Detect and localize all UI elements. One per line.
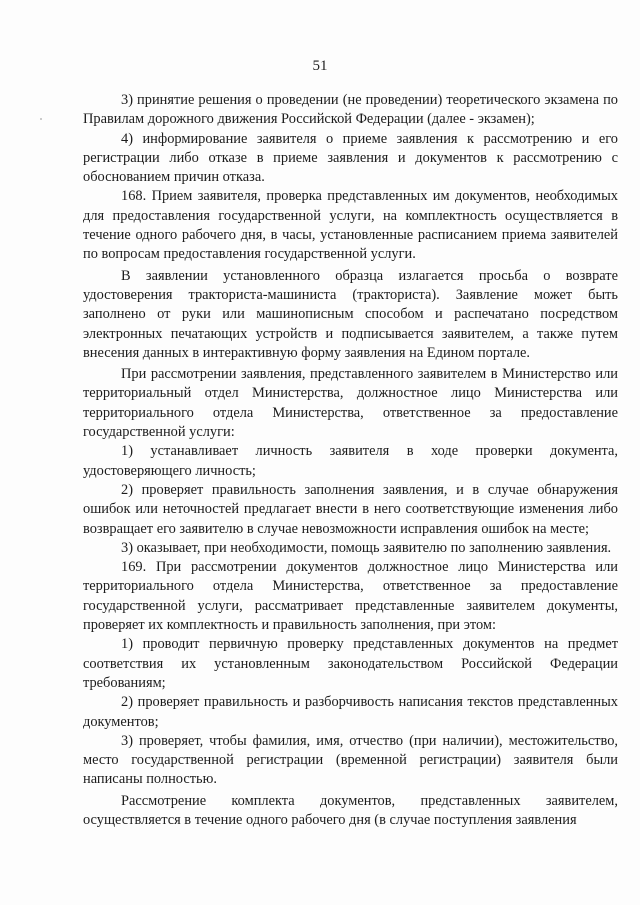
paragraph-item-4: 4) информирование заявителя о приеме заявления к рассмотрению и его регистрации либо отказе в приеме заявления и документов к рассмотрению с обоснованием причин отказа. [83,130,618,186]
paragraph-legibility-check: 2) проверяет правильность и разборчивость написания текстов представленных документов; [83,694,618,730]
scan-speck [40,118,42,120]
paragraph-application-content: В заявлении установленного образца излагается просьба о возврате удостоверения тракториста-машиниста (тракториста). Заявление может быть заполнено от руки или машинописным способом и распечатано посредством электронных печатающих устройств и подписывается заявителем, а также путем внесения данных в интерактивную форму заявления на Едином портале. [83,267,618,361]
paragraph-assist: 3) оказывает, при необходимости, помощь заявителю по заполнению заявления. [121,539,612,556]
page-number: 51 [312,58,328,74]
paragraph-review-term: Рассмотрение комплекта документов, представленных заявителем, осуществляется в течение одного рабочего дня (в случае поступления заявления [83,792,618,828]
paragraph-169: 169. При рассмотрении документов должностное лицо Министерства или территориального отдела Министерства, ответственное за предоставление государственной услуги, рассматривает представленные заявителем документы, проверяет их комплектность и правильность заполнения, при этом: [83,559,618,634]
paragraph-primary-check: 1) проводит первичную проверку представленных документов на предмет соответствия их установленным законодательством Российской Федерации требованиям; [83,636,618,691]
paragraph-consideration: При рассмотрении заявления, представленного заявителем в Министерство или территориальный отдел Министерства, должностное лицо Министерства или территориального отдела Министерства, ответственное за предоставление государственной услуги: [83,366,618,441]
paragraph-check-form: 2) проверяет правильность заполнения заявления, и в случае обнаружения ошибок или неточностей предлагает внести в него соответствующие изменения либо возвращает его заявителю в случае невозможности исправления ошибок на месте; [83,481,618,537]
paragraph-fullname-check: 3) проверяет, чтобы фамилия, имя, отчество (при наличии), местожительство, место государственной регистрации (временной регистрации) заявителя были написаны полностью. [83,732,618,788]
paragraph-item-3: 3) принятие решения о проведении (не проведении) теоретического экзамена по Правилам дорожного движения Российской Федерации (далее - экзамен); [83,92,618,128]
paragraph-check-identity: 1) устанавливает личность заявителя в ходе проверки документа, удостоверяющего личность; [83,443,618,479]
paragraph-168: 168. Прием заявителя, проверка представленных им документов, необходимых для предоставления государственной услуги, на комплектность осуществляется в течение одного рабочего дня, в часы, установленные расписанием приема заявителей по вопросам предоставления государственной услуги. [83,188,618,263]
document-body [83,91,618,830]
